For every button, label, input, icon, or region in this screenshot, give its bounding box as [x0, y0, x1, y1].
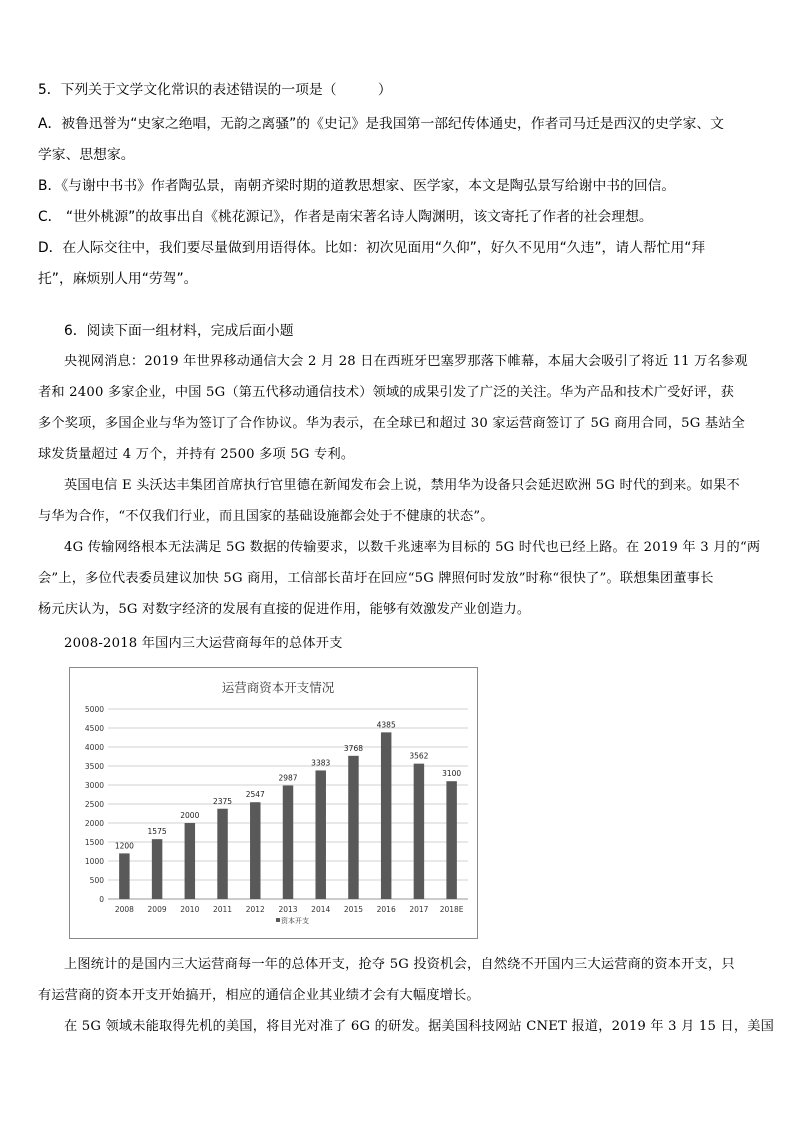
x-tick-label: 2018E [439, 905, 464, 914]
x-tick-label: 2013 [278, 905, 298, 914]
data-label: 4385 [376, 720, 396, 730]
y-tick-label: 1500 [84, 838, 104, 847]
y-tick-label: 0 [99, 895, 104, 904]
x-tick-label: 2012 [245, 905, 265, 914]
data-label: 3100 [442, 769, 462, 779]
paragraph-1-line-1: 央视网消息：2019 年世界移动通信大会 2 月 28 日在西班牙巴塞罗那落下帷幕，本届大会吸引了将近 11 万名参观 [64, 354, 748, 369]
y-tick-label: 3500 [84, 762, 104, 771]
bar [414, 764, 424, 899]
bar [152, 839, 162, 899]
y-tick-label: 4000 [84, 743, 104, 752]
q6-stem: 6．阅读下面一组材料，完成后面小题 [64, 323, 294, 339]
y-tick-label: 2000 [84, 819, 104, 828]
q5-option-d-line1: D．在人际交往中，我们要尽量做到用语得体。比如：初次见面用“久仰”，好久不见用“久违”，请人帮忙用“拜 [38, 240, 706, 256]
data-label: 2547 [245, 790, 265, 800]
bar [217, 809, 227, 899]
bar [119, 853, 129, 899]
data-label: 3383 [311, 758, 331, 768]
x-tick-label: 2008 [114, 905, 134, 914]
q5-option-d-line2: 托”，麻烦别人用“劳驾”。 [38, 271, 198, 287]
paragraph-1-line-4: 球发货量超过 4 万个，并持有 2500 多项 5G 专利。 [38, 447, 355, 462]
bar [283, 785, 293, 899]
paragraph-2-line-1: 英国电信 E 头沃达丰集团首席执行官里德在新闻发布会上说，禁用华为设备只会延迟欧洲 5G 时代的到来。如果不 [64, 478, 740, 493]
data-label: 2987 [278, 773, 298, 783]
x-tick-label: 2014 [311, 905, 331, 914]
legend-swatch [276, 918, 280, 922]
y-tick-label: 2500 [84, 800, 104, 809]
y-tick-label: 1000 [84, 857, 104, 866]
bar [315, 770, 325, 899]
data-label: 2000 [180, 811, 200, 820]
x-tick-label: 2010 [180, 905, 200, 914]
paragraph-1-line-3: 多个奖项，多国企业与华为签订了合作协议。华为表示，在全球已和超过 30 家运营商签订了 5G 商用合同，5G 基站全 [38, 416, 745, 431]
capex-chart-svg [70, 668, 477, 938]
paragraph-1-line-2: 者和 2400 多家企业，中国 5G（第五代移动通信技术）领域的成果引发了广泛的关注。华为产品和技术广受好评，获 [38, 385, 735, 400]
y-tick-label: 4500 [84, 724, 104, 733]
x-tick-label: 2015 [343, 905, 364, 914]
chart-title: 运营商资本开支情况 [221, 680, 335, 695]
y-tick-label: 500 [89, 876, 104, 885]
q5-option-a-line2: 学家、思想家。 [38, 147, 135, 163]
x-tick-label: 2016 [376, 905, 396, 914]
paragraph-4-line-1: 上图统计的是国内三大运营商每一年的总体开支，抢夺 5G 投资机会，自然绕不开国内三大运营商的资本开支，只 [64, 957, 735, 972]
data-label: 2375 [212, 796, 233, 806]
paragraph-3-line-2: 会”上，多位代表委员建议加快 5G 商用，工信部长苗圩在回应“5G 牌照何时发放”时称“很快了”。联想集团董事长 [38, 571, 714, 586]
q5-stem: 5．下列关于文学文化常识的表述错误的一项是（ ） [38, 82, 392, 98]
bar [381, 732, 391, 899]
bar [185, 823, 195, 899]
bar [446, 781, 456, 899]
paragraph-2-line-2: 与华为合作，“不仅我们行业，而且国家的基础设施都会处于不健康的状态”。 [38, 509, 494, 524]
paragraph-3-line-3: 杨元庆认为，5G 对数字经济的发展有直接的促进作用，能够有效激发产业创造力。 [38, 602, 531, 617]
chart-caption: 2008-2018 年国内三大运营商每年的总体开支 [64, 636, 343, 651]
bar [348, 756, 358, 899]
paragraph-3-line-1: 4G 传输网络根本无法满足 5G 数据的传输要求，以数千兆速率为目标的 5G 时代也已经上路。在 2019 年 3 月的“两 [64, 540, 761, 555]
q5-option-c: C． “世外桃源”的故事出自《桃花源记》，作者是南宋著名诗人陶渊明，该文寄托了作者的社会理想。 [38, 209, 653, 225]
data-label: 1200 [114, 841, 134, 851]
paragraph-4-line-2: 有运营商的资本开支开始搞开，相应的通信企业其业绩才会有大幅度增长。 [38, 988, 480, 1003]
legend-label: 资本开支 [281, 917, 309, 925]
q5-option-a-line1: A．被鲁迅誉为“史家之绝唱，无韵之离骚”的《史记》是我国第一部纪传体通史，作者司马迁是西汉的史学家、文 [38, 116, 724, 132]
capex-chart [69, 667, 478, 939]
data-label: 3562 [409, 751, 429, 761]
y-tick-label: 3000 [84, 781, 104, 790]
x-tick-label: 2017 [409, 905, 429, 914]
y-tick-label: 5000 [84, 705, 104, 714]
q5-option-b: B．《与谢中书书》作者陶弘景，南朝齐梁时期的道教思想家、医学家，本文是陶弘景写给谢中书的回信。 [38, 178, 676, 194]
data-label: 3768 [343, 743, 364, 753]
bar [250, 802, 260, 899]
x-tick-label: 2011 [212, 905, 233, 914]
data-label: 1575 [147, 827, 167, 837]
x-tick-label: 2009 [147, 905, 167, 914]
paragraph-5-line-1: 在 5G 领域未能取得先机的美国，将目光对准了 6G 的研发。据美国科技网站 CNET 报道，2019 年 3 月 15 日，美国 [64, 1019, 775, 1034]
